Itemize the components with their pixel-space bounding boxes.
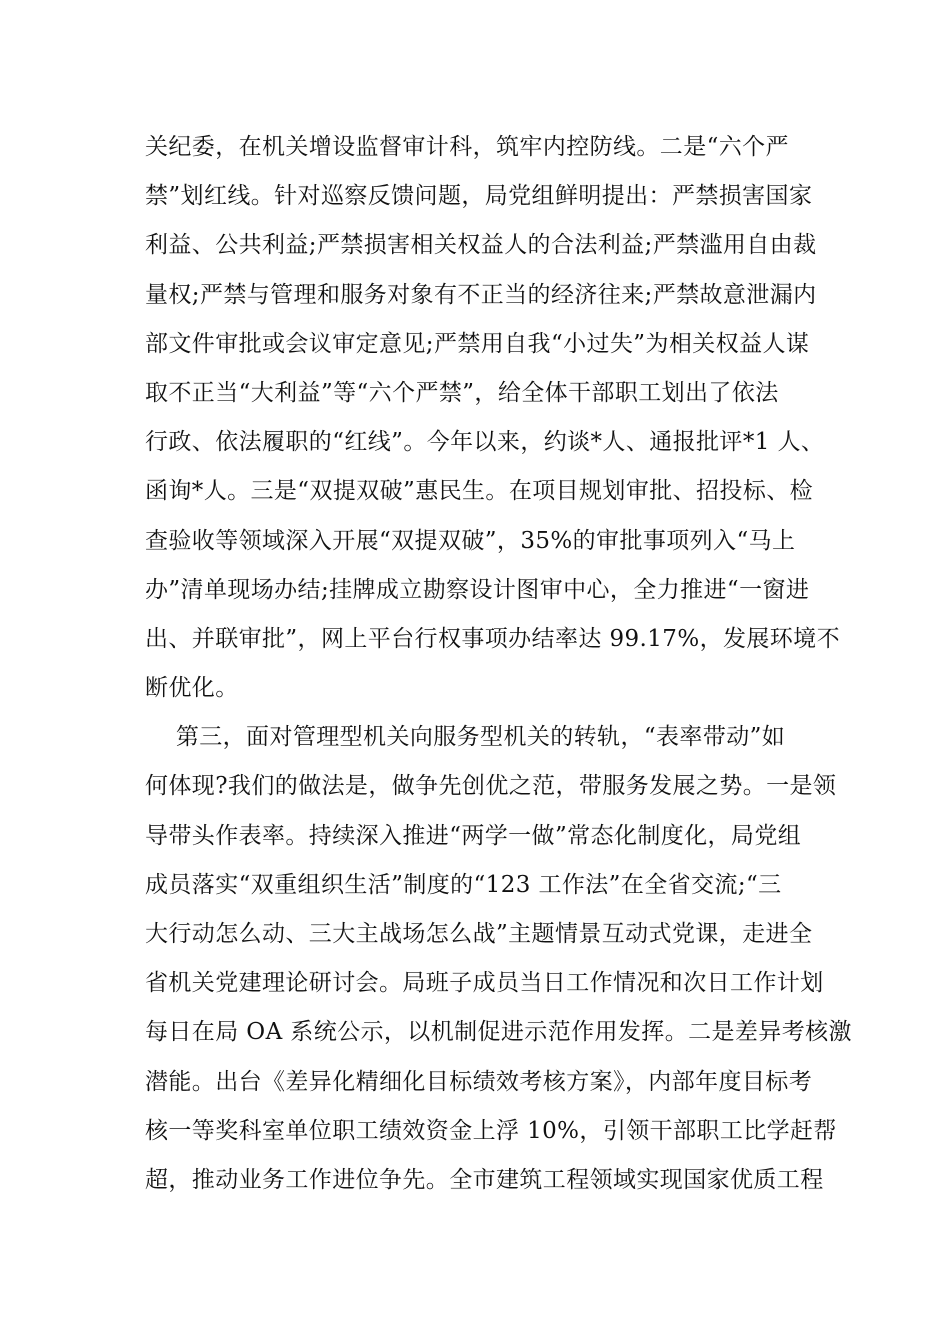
text-line: 成员落实“双重组织生活”制度的“123 工作法”在全省交流;“三 xyxy=(145,871,782,898)
text-line: 出、并联审批”，网上平台行权事项办结率达 99.17%，发展环境不 xyxy=(145,625,840,652)
text-line: 大行动怎么动、三大主战场怎么战”主题情景互动式党课，走进全 xyxy=(145,921,813,947)
text-line: 函询*人。三是“双提双破”惠民生。在项目规划审批、招投标、检 xyxy=(145,478,814,505)
text-line: 每日在局 OA 系统公示，以机制促进示范作用发挥。二是差异考核激 xyxy=(145,1019,852,1046)
text-line: 查验收等领域深入开展“双提双破”，35%的审批事项列入“马上 xyxy=(145,527,796,554)
text-line: 关纪委，在机关增设监督审计科，筑牢内控防线。二是“六个严 xyxy=(145,134,789,160)
text-line: 何体现?我们的做法是，做争先创优之范，带服务发展之势。一是领 xyxy=(145,773,837,800)
text-line: 取不正当“大利益”等“六个严禁”，给全体干部职工划出了依法 xyxy=(145,379,779,406)
text-line: 核一等奖科室单位职工绩效资金上浮 10%，引领干部职工比学赶帮 xyxy=(145,1117,837,1144)
text-line: 断优化。 xyxy=(145,675,239,702)
text-line: 省机关党建理论研讨会。局班子成员当日工作情况和次日工作计划 xyxy=(145,970,824,997)
text-line: 导带头作表率。持续深入推进“两学一做”常态化制度化，局党组 xyxy=(145,822,802,849)
text-line: 量权;严禁与管理和服务对象有不正当的经济往来;严禁故意泄漏内 xyxy=(145,281,817,308)
text-line: 超，推动业务工作进位争先。全市建筑工程领域实现国家优质工程 xyxy=(145,1166,824,1193)
document-body xyxy=(145,131,852,1213)
paragraph-first-line: 第三，面对管理型机关向服务型机关的转轨，“表率带动”如 xyxy=(145,724,786,751)
text-line: 潜能。出台《差异化精细化目标绩效考核方案》，内部年度目标考 xyxy=(145,1068,813,1095)
text-line: 办”清单现场办结;挂牌成立勘察设计图审中心，全力推进“一窗进 xyxy=(145,576,810,603)
text-line: 利益、公共利益;严禁损害相关权益人的合法利益;严禁滥用自由裁 xyxy=(145,232,817,259)
text-line: 行政、依法履职的“红线”。今年以来，约谈*人、通报批评*1 人、 xyxy=(145,429,825,456)
text-line: 部文件审批或会议审定意见;严禁用自我“小过失”为相关权益人谋 xyxy=(145,330,810,357)
text-line: 禁”划红线。针对巡察反馈问题，局党组鲜明提出：严禁损害国家 xyxy=(145,183,813,210)
